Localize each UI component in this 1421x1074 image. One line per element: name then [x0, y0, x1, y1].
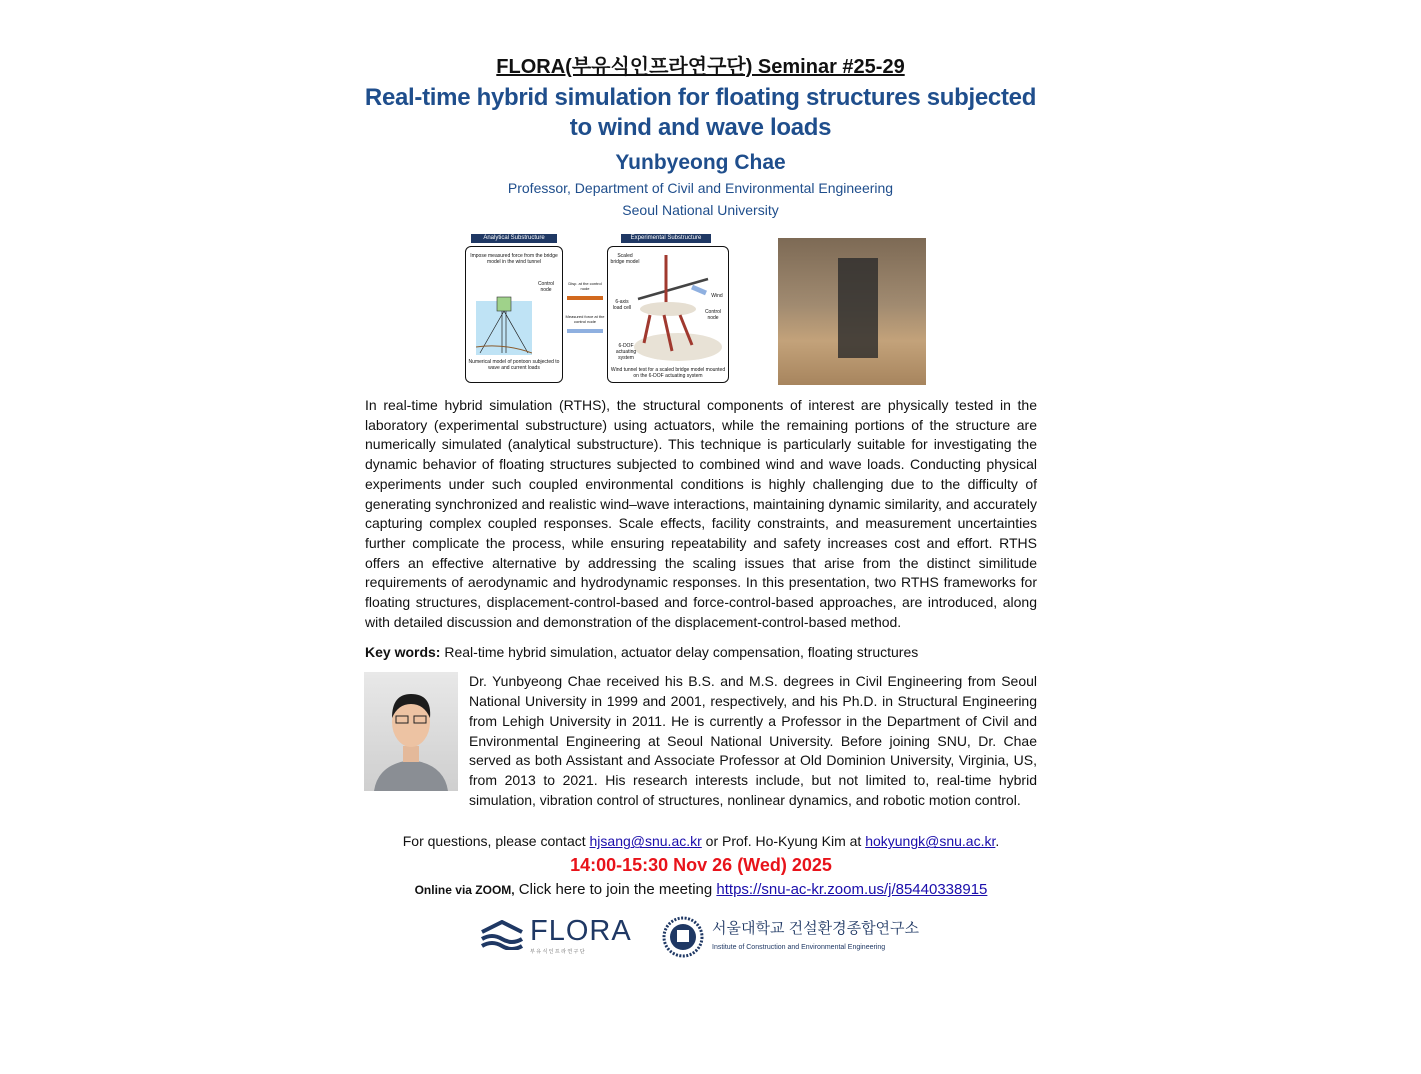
speaker-university: Seoul National University: [622, 202, 779, 218]
bio-section: [365, 672, 1037, 810]
zoom-meeting-link[interactable]: https://snu-ac-kr.zoom.us/j/85440338915: [716, 881, 988, 899]
label: 6-axis load cell: [612, 299, 632, 311]
abstract: In real-time hybrid simulation (RTHS), the structural components of interest are physically tested in the laboratory (experimental substructure) using actuators, while the remaining portions of the structure are numerically simulated (analytical substructure). This technique is particularly suitable for investigating the dynamic behavior of floating structures subjected to combined wind and wave loads. Conducting physical experiments under such coupled environmental conditions is highly challenging due to the difficulty of generating synchronized and realistic wind–wave interactions, maintaining dynamic similarity, and accurately capturing complex coupled responses. Scale effects, facility constraints, and measurement uncertainties further complicate the process, while ensuring repeatability and safety increases cost and effort. RTHS offers an effective alternative by addressing the scaling issues that arise from the distinct similitude requirements of aerodynamic and hydrodynamic responses. In this presentation, two RTHS frameworks for floating structures, displacement-control-based and force-control-based approaches, are introduced, along with detailed discussion and demonstration of the displacement-control-based method.: [365, 397, 1037, 630]
speaker-bio: Dr. Yunbyeong Chae received his B.S. and M.S. degrees in Civil Engineering from Seoul National University in 1999 and 2001, respectively, and his Ph.D. in Structural Engineering from Lehigh University in 2011. He is currently a Professor in the Department of Civil and Environmental Engineering at Seoul National University. Before joining SNU, Dr. Chae served as both Assistant and Associate Professor at Old Dominion University, Virginia, US, from 2013 to 2021. His research interests include, but not limited to, real-time hybrid simulation, vibration control of structures, nonlinear dynamics, and robotic motion control.: [469, 673, 1037, 808]
label: Impose measured force from the bridge model in the wind tunnel: [470, 253, 558, 265]
pontoon-icon: [476, 291, 532, 355]
zoom-label: Online via ZOOM,: [414, 883, 515, 898]
label: Scaled bridge model: [610, 253, 640, 265]
flora-wave-icon: [480, 920, 524, 950]
title-line: to wind and wave loads: [569, 114, 832, 141]
label: Numerical model of pontoon subjected to wave and current loads: [468, 359, 560, 371]
analytical-header: Analytical Substructure: [471, 234, 557, 243]
flora-logo: [480, 916, 640, 962]
label: Control node: [537, 281, 555, 293]
experimental-header: Experimental Substructure: [621, 234, 711, 243]
label: 6-DOF actuating system: [615, 343, 637, 361]
label: Wind: [711, 293, 723, 299]
actuator-rig-shape: [838, 258, 878, 358]
seminar-title: [0, 83, 1401, 143]
title-line: Real-time hybrid simulation for floating structures subjected: [364, 84, 1037, 111]
flora-subtitle: 부 유 식 인 프 라 연 구 단: [530, 949, 585, 956]
snu-institute-english: Institute of Construction and Environmental Engineering: [712, 944, 886, 952]
label: Measured force at the control node: [565, 314, 605, 324]
content-column: [365, 396, 1037, 962]
logos-row: [365, 916, 1037, 962]
lab-photo: [778, 238, 926, 385]
seminar-series: [0, 56, 1401, 79]
person-portrait: [364, 672, 458, 791]
analytical-box: [465, 246, 563, 383]
speaker-name: Yunbyeong Chae: [615, 151, 786, 174]
email-link-hokyungk[interactable]: hokyungk@snu.ac.kr: [865, 833, 996, 850]
speaker-affiliation: Professor, Department of Civil and Environmental Engineering: [507, 180, 894, 196]
zoom-text: Click here to join the meeting: [514, 881, 717, 899]
label: Control node: [704, 309, 722, 321]
contact-text: or Prof. Ho-Kyung Kim at: [701, 833, 866, 850]
keywords-label: Key words:: [365, 644, 441, 661]
snu-emblem-icon: [662, 916, 704, 958]
flora-wordmark: FLORA: [530, 915, 632, 948]
series-text: FLORA(부유식인프라연구단) Seminar #25-29: [496, 56, 905, 78]
contact-text: .: [995, 833, 1000, 850]
keywords: [365, 643, 1037, 662]
zoom-line: [365, 880, 1037, 900]
label: Disp. at the control node: [568, 281, 602, 291]
label: Wind tunnel test for a scaled bridge model mounted on the 6-DOF actuating system: [610, 367, 726, 379]
rths-diagram: [463, 234, 733, 386]
contact-text: For questions, please contact: [402, 833, 590, 850]
speaker-photo: [364, 672, 458, 791]
contact-line: [365, 832, 1037, 850]
arrow-right-icon: [567, 296, 603, 300]
seminar-time: 14:00-15:30 Nov 26 (Wed) 2025: [570, 855, 832, 876]
snu-institute-korean: 서울대학교 건설환경종합연구소: [712, 920, 920, 938]
snu-logo: [662, 916, 922, 962]
keywords-text: Real-time hybrid simulation, actuator delay compensation, floating structures: [440, 644, 919, 661]
experimental-box: [607, 246, 729, 383]
email-link-hjsang[interactable]: hjsang@snu.ac.kr: [589, 833, 702, 850]
arrow-left-icon: [567, 329, 603, 333]
